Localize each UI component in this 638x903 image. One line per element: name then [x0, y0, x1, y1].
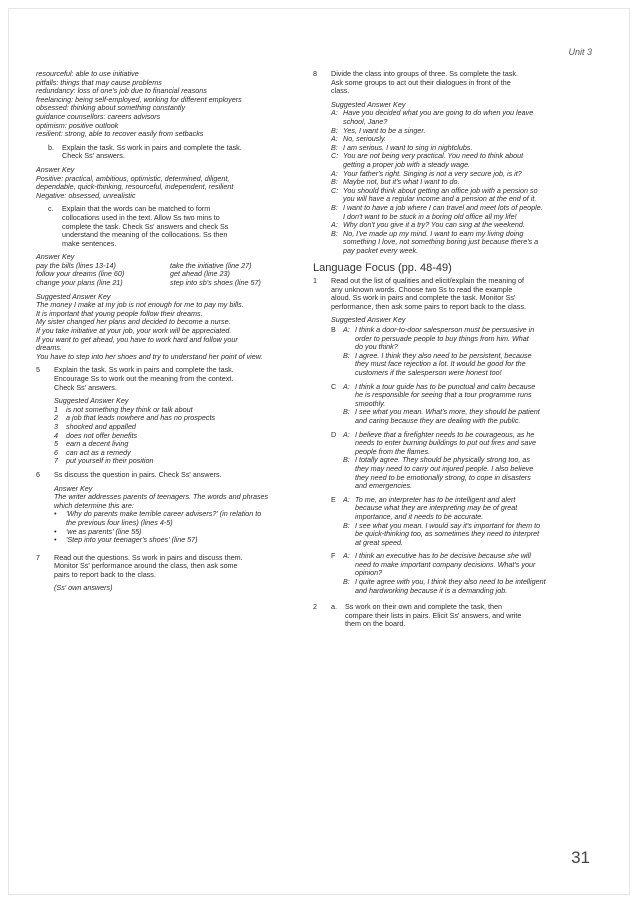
exercise-7-number: 7 — [36, 552, 40, 562]
dialogue-line — [331, 417, 581, 426]
exercise-7 — [36, 554, 304, 580]
dialogue-text: I don't want to be stuck in a boring old office all my life! — [343, 211, 517, 221]
dialogue-text: need to make important company decisions. What's your — [355, 559, 536, 569]
speaker — [343, 439, 355, 448]
group-letter — [331, 408, 343, 417]
vocab-term: optimism: — [36, 120, 67, 130]
group-letter — [331, 504, 343, 513]
speaker: A: — [331, 168, 338, 178]
speaker: A: — [331, 108, 338, 118]
speaker — [343, 335, 355, 344]
dialogue-text: I think a tour guide has to be punctual and calm because — [355, 381, 536, 391]
vocab-definition: careers advisors — [107, 111, 161, 121]
exercise-1-number: 1 — [313, 276, 317, 286]
dialogue-text: and caring because they are dealing with the public. — [355, 415, 521, 425]
exercise-7-line: pairs to report back to the class. — [54, 569, 156, 579]
dialogue-text: order to persuade people to buy things from him. What — [355, 333, 529, 343]
exercise-2a — [331, 603, 581, 629]
negative-line: Negative: obsessed, unrealistic — [36, 190, 136, 200]
vocab-term: redundancy: — [36, 86, 76, 96]
exercise-b — [36, 144, 304, 161]
group-letter — [331, 439, 343, 448]
speaker: B: — [331, 228, 338, 238]
answer-key-title: Answer Key — [54, 483, 93, 493]
dialogue-text: No, I've made up my mind. I want to earn my living doing — [343, 228, 524, 238]
answer-text: earn a decent living — [66, 439, 129, 449]
vocab-definition: thinking about something constantly — [70, 103, 186, 113]
speaker: B: — [343, 577, 350, 587]
group-letter — [331, 352, 343, 361]
exercise-7-line: Read out the questions. Ss work in pairs and discuss them. — [54, 552, 243, 562]
dialogue-text: Your father's right. Singing is not a very secure job, is it? — [343, 168, 522, 178]
bullet-text: 'Why do parents make terrible career advisers?' (in relation to — [66, 509, 262, 519]
positive-line: dependable, quick-thinking, resourceful, independent, resilient — [36, 182, 234, 192]
exercise-c-line: complete the task. Check Ss' answers and check Ss — [62, 221, 229, 231]
exercise-2a-line: Ss work on their own and complete the task, then — [345, 602, 503, 612]
suggested-answer-key-title: Suggested Answer Key — [36, 291, 111, 301]
dialogue-group — [331, 383, 581, 426]
dialogue-text: I quite agree with you, I think they also need to be intelligent — [355, 577, 546, 587]
collocation: pay the bills (lines 13-14) — [36, 260, 116, 270]
bullet-dot: • — [54, 535, 57, 545]
exercise-5 — [36, 366, 304, 392]
speaker: A: — [343, 551, 350, 561]
speaker: A: — [343, 494, 350, 504]
dialogue-text: I am serious. I want to sing in nightclubs. — [343, 142, 473, 152]
group-letter — [331, 465, 343, 474]
suggested-sentence: It is important that young people follow their dreams. — [36, 308, 203, 318]
answer-number: 6 — [54, 447, 58, 457]
dialogue-text: and emergencies. — [355, 481, 413, 491]
dialogue-text: people from the flames. — [355, 446, 431, 456]
speaker — [343, 482, 355, 491]
vocab-term: obsessed: — [36, 103, 69, 113]
speaker — [343, 504, 355, 513]
suggested-answer-key-title: Suggested Answer Key — [54, 396, 129, 406]
exercise-b-line: Check Ss' answers. — [62, 151, 125, 161]
exercise-8-number: 8 — [313, 69, 317, 78]
dialogue-text: and hardworking because it is a demanding job. — [355, 585, 508, 595]
speaker — [331, 247, 343, 256]
dialogue-group — [331, 326, 581, 378]
dialogue-text: because what they are interpreting may be of great — [355, 503, 518, 513]
speaker — [343, 561, 355, 570]
dialogue-line — [331, 369, 581, 378]
exercise-c — [36, 205, 304, 248]
suggested-sentence: You have to step into her shoes and try to understand her point of view. — [36, 351, 263, 361]
group-letter — [331, 474, 343, 483]
speaker: B: — [331, 125, 338, 135]
dialogue-text: To me, an interpreter has to be intelligent and alert — [355, 494, 516, 504]
answer-line: The writer addresses parents of teenagers. The words and phrases — [54, 492, 269, 502]
exercise-7-note: (Ss' own answers) — [54, 583, 113, 593]
dialogue-text: I think a door-to-door salesperson must be persuasive in — [355, 325, 535, 335]
suggested-sentence: If you take initiative at your job, your work will be appreciated. — [36, 326, 232, 336]
group-letter — [331, 561, 343, 570]
speaker — [343, 539, 355, 548]
vocab-term: guidance counsellors: — [36, 111, 106, 121]
bullet-dot: • — [54, 509, 57, 519]
exercise-2a-text — [345, 603, 581, 629]
collocation: get ahead (line 23) — [170, 269, 230, 279]
left-column — [36, 70, 304, 593]
answer-text: a job that leads nowhere and has no prospects — [66, 413, 216, 423]
dialogue-text: needs to enter burning buildings to put out fires and save — [355, 438, 537, 448]
answer-text: shocked and appalled — [66, 421, 136, 431]
suggested-sentence: The money I make at my job is not enough for me to pay my bills. — [36, 300, 244, 310]
dialogue-group — [331, 496, 581, 548]
exercise-8-dialogue — [313, 109, 581, 255]
bullet-item — [54, 536, 304, 545]
speaker: A: — [343, 381, 350, 391]
exercise-c-line: collocations used in the text. Allow Ss two mins to — [62, 212, 220, 222]
dialogue-text: be quick-thinking too, as sometimes they need to interpret — [355, 529, 540, 539]
answer-item — [54, 457, 304, 466]
dialogue-text: opinion? — [355, 568, 383, 578]
speaker — [331, 238, 343, 247]
dialogue-text: Why don't you give it a try? You can sing at the weekend. — [343, 220, 525, 230]
bullet-text: 'we as parents' (line 55) — [66, 526, 142, 536]
group-letter — [331, 456, 343, 465]
vocab-term: resilient: — [36, 129, 63, 139]
group-letter: B — [331, 325, 336, 335]
speaker: B: — [343, 350, 350, 360]
suggested-sentence: If you want to get ahead, you have to work hard and follow your — [36, 334, 238, 344]
dialogue-text: they need to be emotionally strong, to cope in disasters — [355, 472, 531, 482]
dialogue-line — [331, 482, 581, 491]
positive-line: Positive: practical, ambitious, optimistic, determined, diligent, — [36, 173, 230, 183]
speaker — [343, 465, 355, 474]
group-letter: F — [331, 551, 336, 561]
speaker: B: — [343, 407, 350, 417]
dialogue-line — [331, 247, 581, 256]
dialogue-text: importance, and it needs to be accurate. — [355, 511, 484, 521]
exercise-2 — [313, 603, 581, 629]
exercise-6 — [36, 471, 304, 480]
group-letter — [331, 417, 343, 426]
exercise-1-line: performance, then ask some pairs to report back to the class. — [331, 301, 526, 311]
exercise-1-line: any unknown words. Choose two Ss to read the example — [331, 284, 513, 294]
speaker: B: — [343, 455, 350, 465]
dialogue-text: You are not being very practical. You need to think about — [343, 151, 524, 161]
speaker: B: — [331, 142, 338, 152]
exercise-c-line: understand the meaning of the collocations. Ss then — [62, 230, 228, 240]
group-letter — [331, 513, 343, 522]
speaker — [343, 587, 355, 596]
exercise-8 — [313, 70, 581, 96]
answer-number: 5 — [54, 439, 58, 449]
dialogue-text: You should think about getting an office job with a pension so — [343, 185, 538, 195]
exercise-5-number: 5 — [36, 365, 40, 375]
collocation: step into sb's shoes (line 57) — [170, 278, 261, 288]
exercise-b-line: Explain the task. Ss work in pairs and complete the task. — [62, 142, 242, 152]
speaker — [343, 369, 355, 378]
collocation: change your plans (line 21) — [36, 278, 123, 288]
speaker: A: — [343, 429, 350, 439]
exercise-5-line: Encourage Ss to work out the meaning from the context. — [54, 374, 234, 383]
exercise-1-line: aloud. Ss work in pairs and complete the task. Monitor Ss' — [331, 293, 516, 303]
suggested-sentences — [36, 301, 304, 361]
exercise-5-text — [54, 366, 304, 392]
answer-number: 1 — [54, 404, 58, 414]
speaker: A: — [343, 325, 350, 335]
exercise-8-line: Ask some groups to act out their dialogues in front of the — [331, 77, 511, 87]
dialogue-text: at great speed. — [355, 537, 403, 547]
dialogue-line — [331, 587, 581, 596]
speaker: C: — [331, 151, 339, 161]
exercise-1-dialogues — [313, 326, 581, 595]
dialogue-text: do you think? — [355, 342, 398, 352]
collocation: take the initiative (line 27) — [170, 260, 252, 270]
exercise-c-number: c. — [48, 204, 54, 214]
group-letter — [331, 448, 343, 457]
exercise-5-line: Explain the task. Ss work in pairs and complete the task. — [54, 365, 234, 375]
exercise-b-number: b. — [48, 142, 54, 152]
group-letter: D — [331, 429, 337, 439]
exercise-6-answer — [36, 493, 304, 510]
answer-number: 7 — [54, 456, 58, 466]
dialogue-text: I want to have a job where I can travel and meet lots of people. — [343, 202, 543, 212]
exercise-c-line: make sentences. — [62, 238, 117, 248]
group-letter — [331, 569, 343, 578]
dialogue-line — [331, 539, 581, 548]
dialogue-text: Yes, I want to be a singer. — [343, 125, 426, 135]
suggested-answer-key-title: Suggested Answer Key — [331, 99, 406, 109]
group-letter — [331, 530, 343, 539]
dialogue-text: customers if the salesperson were honest too! — [355, 368, 502, 377]
exercise-6-bullets — [36, 510, 304, 544]
dialogue-text: Have you decided what you are going to do when you leave — [343, 108, 534, 118]
dialogue-text: smoothly. — [355, 398, 386, 408]
dialogue-text: something I love, not something boring just because there's a — [343, 237, 539, 247]
exercise-c-text — [62, 205, 304, 248]
group-letter — [331, 539, 343, 548]
dialogue-text: I totally agree. They should be physically strong too, as — [355, 455, 530, 465]
unit-label: Unit 3 — [568, 47, 592, 57]
answer-key-title: Answer Key — [36, 164, 75, 174]
exercise-c-line: Explain that the words can be matched to form — [62, 204, 211, 214]
vocab-definition: loss of one's job due to financial reasons — [77, 86, 207, 96]
answer-key-title: Answer Key — [36, 252, 75, 262]
answer-text: put yourself in their position — [66, 456, 154, 466]
answer-text: does not offer benefits — [66, 430, 138, 440]
exercise-2-number: 2 — [313, 602, 317, 612]
speaker: B: — [331, 202, 338, 212]
dialogue-text: school, Jane? — [343, 116, 388, 126]
exercise-2a-line: compare their lists in pairs. Elicit Ss' answers, and write — [345, 610, 522, 620]
collocation-pairs — [36, 262, 304, 288]
exercise-8-line: class. — [331, 86, 350, 96]
language-focus-title: Language Focus (pp. 48-49) — [313, 262, 452, 275]
suggested-sentence: My sister changed her plans and decided to become a nurse. — [36, 317, 231, 327]
bullet-text: the previous four lines) (lines 4-5) — [66, 517, 173, 527]
dialogue-group — [331, 431, 581, 491]
speaker: A: — [331, 220, 338, 230]
collocation: follow your dreams (line 60) — [36, 269, 125, 279]
exercise-8-text — [331, 70, 581, 96]
dialogue-text: I see what you mean. I would say it's important for them to — [355, 520, 541, 530]
vocab-list — [36, 70, 304, 139]
exercise-1 — [313, 277, 581, 311]
vocab-entry — [36, 130, 304, 139]
speaker: B: — [331, 177, 338, 187]
dialogue-text: I see what you mean. What's more, they should be patient — [355, 407, 540, 417]
vocab-definition: strong, able to recover easily from setbacks — [64, 129, 204, 139]
dialogue-group — [331, 552, 581, 595]
exercise-1-line: Read out the list of qualities and elicit/explain the meaning of — [331, 276, 524, 286]
answer-text: is not something they think or talk about — [66, 404, 193, 414]
dialogue-text: they must face rejection a lot. It would be good for the — [355, 359, 526, 369]
speaker: C: — [331, 185, 339, 195]
vocab-term: resourceful: — [36, 69, 74, 78]
dialogue-text: getting a proper job with a steady wage. — [343, 159, 471, 169]
dialogue-text: you will have a regular income and a pension at the end of it. — [343, 194, 537, 204]
group-letter — [331, 360, 343, 369]
dialogue-text: he is responsible for seeing that a tour programme runs — [355, 390, 532, 400]
speaker — [343, 474, 355, 483]
dialogue-text: pay packet every week. — [343, 245, 419, 255]
answer-number: 3 — [54, 421, 58, 431]
speaker — [343, 530, 355, 539]
group-letter — [331, 335, 343, 344]
bullet-dot: • — [54, 526, 57, 536]
right-column — [313, 70, 581, 629]
speaker — [343, 417, 355, 426]
vocab-definition: things that may cause problems — [60, 77, 162, 87]
group-letter — [331, 578, 343, 587]
suggested-sentence: dreams. — [36, 343, 62, 353]
speaker — [343, 360, 355, 369]
vocab-term: pitfalls: — [36, 77, 59, 87]
bullet-text: 'Step into your teenager's shoes' (line 57) — [66, 535, 198, 545]
exercise-8-line: Divide the class into groups of three. Ss complete the task. — [331, 69, 518, 78]
exercise-7-line: Monitor Ss' performance around the class, then ask some — [54, 561, 238, 571]
collocation-row — [36, 279, 304, 288]
group-letter — [331, 587, 343, 596]
exercise-7-text — [54, 554, 304, 580]
speaker — [343, 391, 355, 400]
page-number: 31 — [571, 848, 590, 867]
exercise-2a-letter: a. — [331, 602, 337, 612]
group-letter — [331, 482, 343, 491]
group-letter — [331, 400, 343, 409]
answer-number: 4 — [54, 430, 58, 440]
answer-line: which determine this are: — [54, 500, 134, 510]
exercise-2a-line: them on the board. — [345, 619, 406, 629]
exercise-6-text: Ss discuss the question in pairs. Check Ss' answers. — [54, 469, 222, 479]
speaker: B: — [343, 520, 350, 530]
group-letter — [331, 522, 343, 531]
dialogue-text: I believe that a firefighter needs to be courageous, as he — [355, 429, 535, 439]
group-letter: E — [331, 494, 336, 504]
suggested-answer-key-title: Suggested Answer Key — [331, 315, 406, 325]
dialogue-text: I agree. I think they also need to be persistent, because — [355, 350, 532, 360]
vocab-definition: positive outlook — [68, 120, 119, 130]
exercise-5-line: Check Ss' answers. — [54, 382, 117, 392]
answer-number: 2 — [54, 413, 58, 423]
vocab-term: freelancing: — [36, 94, 74, 104]
group-letter — [331, 391, 343, 400]
group-letter — [331, 369, 343, 378]
answer-text: can act as a remedy — [66, 447, 131, 457]
exercise-1-text — [331, 277, 581, 311]
dialogue-text: I think an executive has to be decisive because she will — [355, 551, 531, 561]
speaker: A: — [331, 134, 338, 144]
dialogue-text: Maybe not, but it's what I want to do. — [343, 177, 460, 187]
vocab-definition: able to use initiative — [75, 69, 139, 78]
vocab-definition: being self-employed, working for different employers — [75, 94, 242, 104]
exercise-6-number: 6 — [36, 469, 40, 479]
exercise-5-answers — [36, 406, 304, 466]
group-letter — [331, 343, 343, 352]
dialogue-text: they may need to carry out injured people. I also believe — [355, 463, 534, 473]
group-letter: C — [331, 381, 337, 391]
dialogue-text: No, seriously. — [343, 134, 387, 144]
